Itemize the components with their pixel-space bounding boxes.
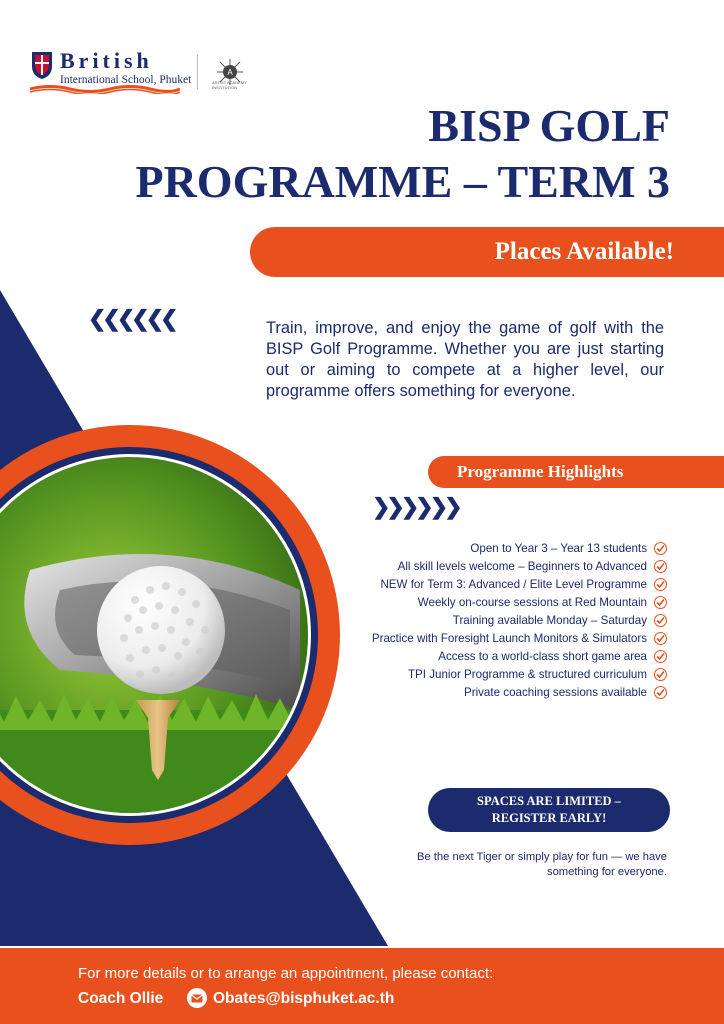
svg-text:A: A xyxy=(227,68,233,77)
spaces-limited-badge xyxy=(428,788,670,832)
list-item: Practice with Foresight Launch Monitors & Simulators xyxy=(339,630,669,648)
places-available-banner xyxy=(250,227,724,277)
logo-divider xyxy=(197,55,198,89)
title-line-2: PROGRAMME – TERM 3 xyxy=(135,156,670,207)
mail-icon xyxy=(187,988,207,1008)
school-logo xyxy=(30,48,190,96)
highlights-banner xyxy=(428,456,724,488)
intro-paragraph: Train, improve, and enjoy the game of golf with the BISP Golf Programme. Whether you are just starting out or aiming to compete at a higher level, our programme offers something for everyone. xyxy=(266,319,664,400)
list-item: Training available Monday – Saturday xyxy=(339,612,669,630)
contact-email-link[interactable]: Obates@bisphuket.ac.th xyxy=(213,990,395,1007)
contact-line: For more details or to arrange an appointment, please contact: xyxy=(78,965,494,982)
list-item: Open to Year 3 – Year 13 students xyxy=(339,540,669,558)
check-icon xyxy=(654,686,667,699)
spaces-line-2: REGISTER EARLY! xyxy=(491,811,607,825)
check-icon xyxy=(654,614,667,627)
brand-name: British xyxy=(60,48,153,73)
partner-text: ARTIST ACADEMY INSTITUTION xyxy=(212,80,247,90)
title-line-1: BISP GOLF xyxy=(428,100,670,151)
chevrons-left-icon: ❮❮❮❮❮❮ xyxy=(88,306,175,331)
check-icon xyxy=(654,650,667,663)
page-title xyxy=(40,98,670,210)
check-icon xyxy=(654,632,667,645)
list-item: Private coaching sessions available xyxy=(339,684,669,702)
check-icon xyxy=(654,560,667,573)
spaces-line-1: SPACES ARE LIMITED – xyxy=(477,794,621,808)
wave-icon xyxy=(30,84,180,94)
list-item: NEW for Term 3: Advanced / Elite Level Programme xyxy=(339,576,669,594)
places-available-label: Places Available! xyxy=(494,238,674,265)
check-icon xyxy=(654,596,667,609)
check-icon xyxy=(654,542,667,555)
list-item: All skill levels welcome – Beginners to Advanced xyxy=(339,558,669,576)
brand-subtitle: International School, Phuket xyxy=(60,74,192,86)
list-item: Access to a world-class short game area xyxy=(339,648,669,666)
check-icon xyxy=(654,578,667,591)
highlights-heading: Programme Highlights xyxy=(457,462,624,481)
highlights-list xyxy=(339,540,669,702)
chevrons-right-icon: ❯❯❯❯❯❯ xyxy=(372,494,459,519)
list-item: Weekly on-course sessions at Red Mountain xyxy=(339,594,669,612)
coach-name: Coach Ollie xyxy=(78,990,164,1007)
contact-footer xyxy=(0,948,724,1024)
check-icon xyxy=(654,668,667,681)
crest-icon xyxy=(30,50,54,80)
tagline: Be the next Tiger or simply play for fun — we have something for everyone. xyxy=(417,851,667,878)
list-item: TPI Junior Programme & structured curriculum xyxy=(339,666,669,684)
